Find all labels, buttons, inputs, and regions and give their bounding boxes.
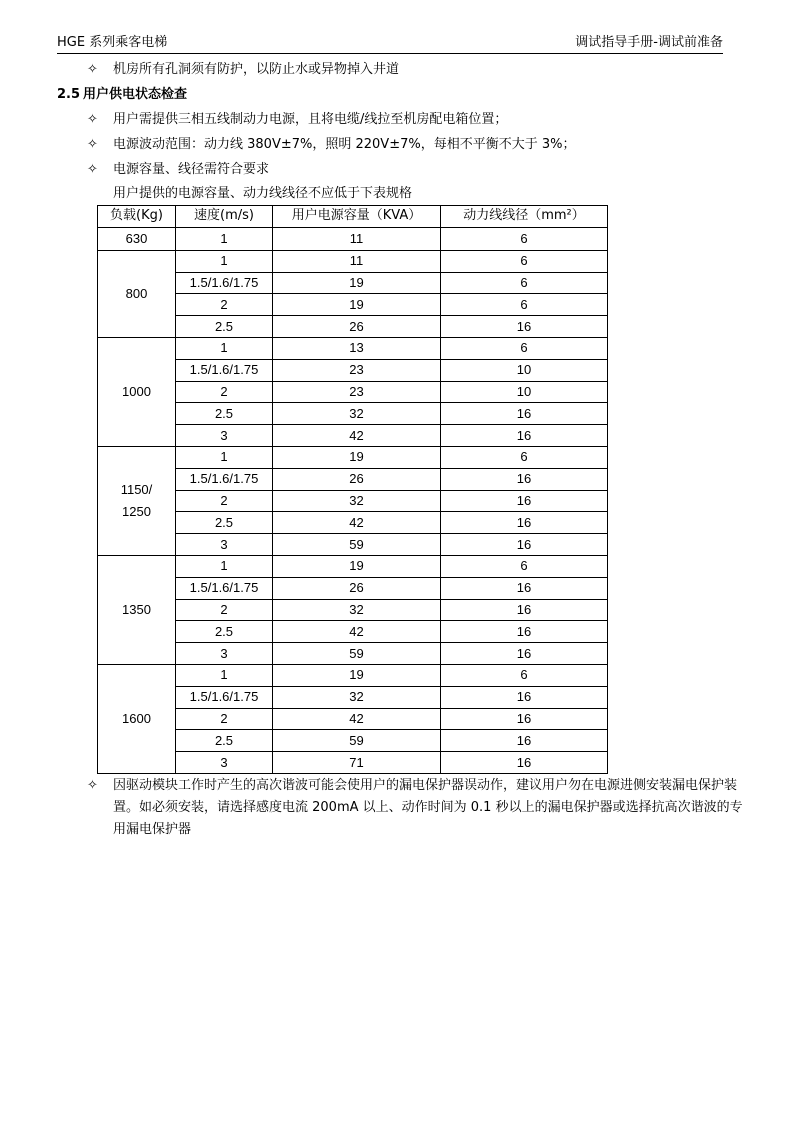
bullet-diamond-icon: ✧ xyxy=(87,137,98,152)
table-row xyxy=(98,250,608,272)
cell-speed: 2.5 xyxy=(176,730,273,752)
bullet-text: 机房所有孔洞须有防护，以防止水或异物掉入井道 xyxy=(113,62,400,77)
cell-wire-diameter: 16 xyxy=(441,730,608,752)
cell-wire-diameter: 16 xyxy=(441,752,608,774)
cell-capacity: 42 xyxy=(273,425,441,447)
power-spec-table xyxy=(97,205,608,774)
cell-capacity: 42 xyxy=(273,512,441,534)
bullet-diamond-icon: ✧ xyxy=(87,162,98,177)
cell-capacity: 19 xyxy=(273,664,441,686)
cell-wire-diameter: 6 xyxy=(441,555,608,577)
cell-speed: 2.5 xyxy=(176,403,273,425)
header-load: 负载(Kg) xyxy=(98,206,176,228)
cell-capacity: 13 xyxy=(273,337,441,359)
cell-speed: 1 xyxy=(176,227,273,250)
cell-wire-diameter: 6 xyxy=(441,227,608,250)
page-header xyxy=(57,33,723,54)
cell-wire-diameter: 16 xyxy=(441,512,608,534)
cell-speed: 1 xyxy=(176,664,273,686)
cell-wire-diameter: 16 xyxy=(441,686,608,708)
cell-speed: 2 xyxy=(176,294,273,316)
bullet-item-capacity xyxy=(87,161,269,179)
leakage-protection-note: 因驱动模块工作时产生的高次谐波可能会使用户的漏电保护器误动作，建议用户勿在电源进侧安装漏电保护装置。如必须安装，请选择感度电流 200mA 以上、动作时间为 0.1 秒以上的漏电保护器或选择抗高次谐波的专用漏电保护器 xyxy=(113,778,743,837)
cell-load: 1150/ 1250 xyxy=(98,446,176,555)
bullet-item-holes xyxy=(87,61,399,79)
cell-wire-diameter: 16 xyxy=(441,468,608,490)
cell-speed: 1.5/1.6/1.75 xyxy=(176,468,273,490)
cell-wire-diameter: 16 xyxy=(441,577,608,599)
cell-speed: 1 xyxy=(176,337,273,359)
cell-wire-diameter: 6 xyxy=(441,250,608,272)
cell-capacity: 59 xyxy=(273,730,441,752)
section-heading xyxy=(57,86,187,104)
cell-capacity: 32 xyxy=(273,490,441,512)
cell-speed: 1.5/1.6/1.75 xyxy=(176,272,273,294)
cell-wire-diameter: 16 xyxy=(441,490,608,512)
cell-capacity: 23 xyxy=(273,381,441,403)
cell-speed: 2.5 xyxy=(176,512,273,534)
cell-load: 800 xyxy=(98,250,176,337)
cell-wire-diameter: 16 xyxy=(441,621,608,643)
cell-speed: 3 xyxy=(176,534,273,556)
bullet-text: 电源波动范围：动力线 380V±7%，照明 220V±7%，每相不平衡不大于 3%； xyxy=(113,137,576,152)
cell-speed: 2 xyxy=(176,381,273,403)
table-row xyxy=(98,555,608,577)
cell-speed: 1.5/1.6/1.75 xyxy=(176,686,273,708)
cell-speed: 1 xyxy=(176,446,273,468)
cell-wire-diameter: 10 xyxy=(441,359,608,381)
table-body xyxy=(98,227,608,773)
cell-capacity: 59 xyxy=(273,643,441,665)
cell-capacity: 19 xyxy=(273,294,441,316)
cell-capacity: 26 xyxy=(273,316,441,338)
cell-capacity: 11 xyxy=(273,227,441,250)
cell-load: 630 xyxy=(98,227,176,250)
bullet-diamond-icon: ✧ xyxy=(87,112,98,127)
header-capacity: 用户电源容量（KVA） xyxy=(273,206,441,228)
cell-capacity: 26 xyxy=(273,468,441,490)
cell-wire-diameter: 6 xyxy=(441,664,608,686)
cell-speed: 2 xyxy=(176,490,273,512)
cell-speed: 2 xyxy=(176,708,273,730)
section-number: 2.5 xyxy=(57,87,81,102)
bullet-item-power-supply xyxy=(87,111,507,129)
table-row xyxy=(98,446,608,468)
cell-speed: 1 xyxy=(176,250,273,272)
cell-wire-diameter: 10 xyxy=(441,381,608,403)
cell-capacity: 32 xyxy=(273,686,441,708)
cell-speed: 2.5 xyxy=(176,316,273,338)
header-product-title: HGE 系列乘客电梯 xyxy=(57,35,168,50)
cell-speed: 1.5/1.6/1.75 xyxy=(176,359,273,381)
cell-capacity: 26 xyxy=(273,577,441,599)
cell-wire-diameter: 16 xyxy=(441,643,608,665)
cell-speed: 3 xyxy=(176,752,273,774)
cell-wire-diameter: 16 xyxy=(441,316,608,338)
cell-speed: 2.5 xyxy=(176,621,273,643)
cell-capacity: 23 xyxy=(273,359,441,381)
bullet-text: 电源容量、线径需符合要求 xyxy=(113,162,270,177)
cell-wire-diameter: 6 xyxy=(441,446,608,468)
header-wire-diameter: 动力线线径（mm²） xyxy=(441,206,608,228)
cell-wire-diameter: 6 xyxy=(441,337,608,359)
cell-capacity: 71 xyxy=(273,752,441,774)
cell-capacity: 19 xyxy=(273,272,441,294)
cell-capacity: 19 xyxy=(273,446,441,468)
cell-wire-diameter: 16 xyxy=(441,403,608,425)
cell-capacity: 42 xyxy=(273,621,441,643)
table-caption: 用户提供的电源容量、动力线线径不应低于下表规格 xyxy=(113,186,413,201)
header-manual-title: 调试指导手册-调试前准备 xyxy=(575,35,723,50)
table-header-row xyxy=(98,206,608,228)
cell-speed: 2 xyxy=(176,599,273,621)
bullet-diamond-icon: ✧ xyxy=(87,778,98,793)
cell-capacity: 11 xyxy=(273,250,441,272)
cell-speed: 1.5/1.6/1.75 xyxy=(176,577,273,599)
section-title: 用户供电状态检查 xyxy=(83,87,188,102)
cell-load: 1600 xyxy=(98,664,176,773)
cell-capacity: 32 xyxy=(273,599,441,621)
table-row xyxy=(98,664,608,686)
table-row xyxy=(98,227,608,250)
cell-speed: 3 xyxy=(176,643,273,665)
header-speed: 速度(m/s) xyxy=(176,206,273,228)
cell-load: 1350 xyxy=(98,555,176,664)
bullet-text: 用户需提供三相五线制动力电源，且将电缆/线拉至机房配电箱位置； xyxy=(113,112,508,127)
bullet-item-fluctuation xyxy=(87,136,575,154)
cell-wire-diameter: 16 xyxy=(441,534,608,556)
cell-wire-diameter: 16 xyxy=(441,425,608,447)
bullet-diamond-icon: ✧ xyxy=(87,62,98,77)
cell-capacity: 32 xyxy=(273,403,441,425)
cell-wire-diameter: 16 xyxy=(441,708,608,730)
cell-capacity: 42 xyxy=(273,708,441,730)
cell-wire-diameter: 16 xyxy=(441,599,608,621)
cell-capacity: 59 xyxy=(273,534,441,556)
cell-speed: 3 xyxy=(176,425,273,447)
cell-load: 1000 xyxy=(98,337,176,446)
cell-wire-diameter: 6 xyxy=(441,294,608,316)
cell-speed: 1 xyxy=(176,555,273,577)
table-row xyxy=(98,337,608,359)
cell-wire-diameter: 6 xyxy=(441,272,608,294)
cell-capacity: 19 xyxy=(273,555,441,577)
